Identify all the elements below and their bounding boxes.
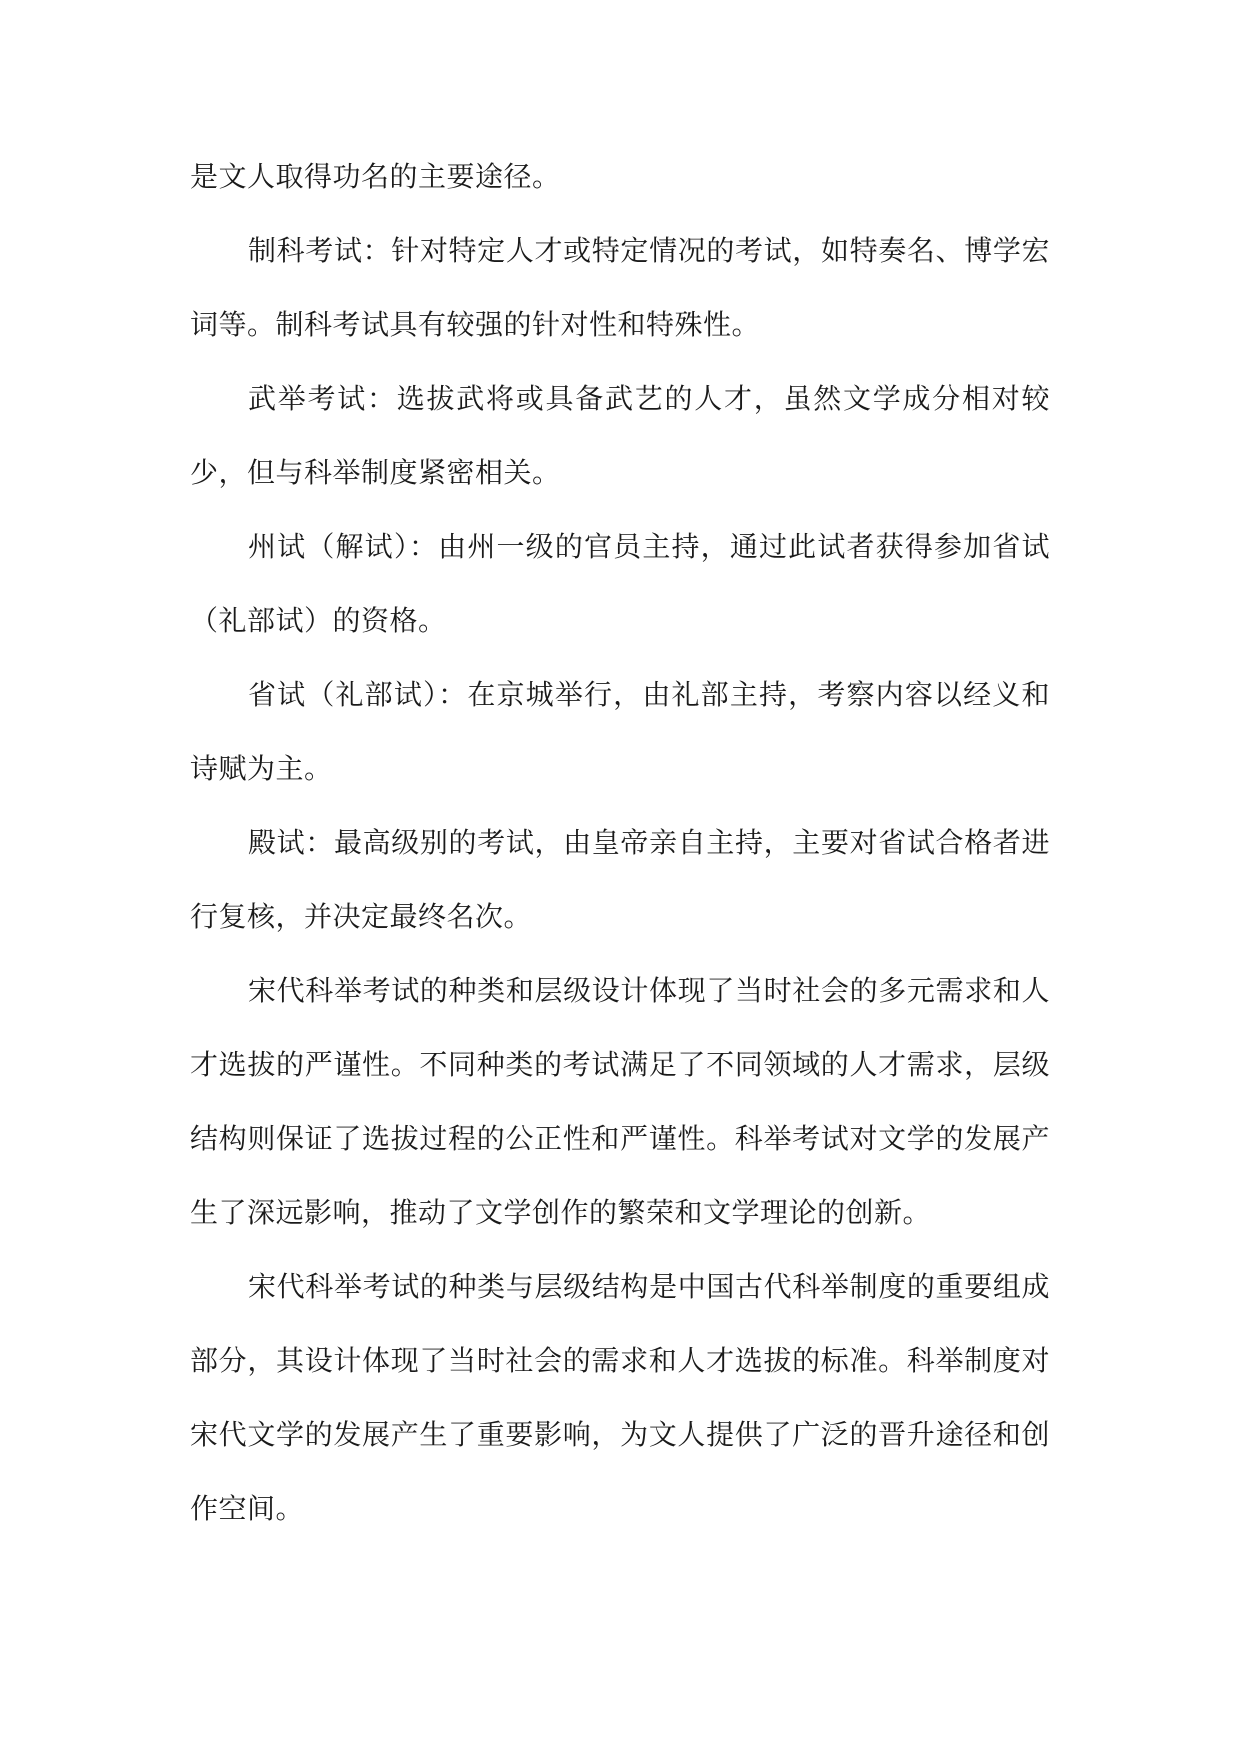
- paragraph-design-summary: 宋代科举考试的种类和层级设计体现了当时社会的多元需求和人才选拔的严谨性。不同种类的考试满足了不同领域的人才需求，层级结构则保证了选拔过程的公正性和严谨性。科举考试对文学的发展产生了深远影响，推动了文学创作的繁荣和文学理论的创新。: [190, 974, 1050, 1229]
- paragraph-dian-exam: 殿试：最高级别的考试，由皇帝亲自主持，主要对省试合格者进行复核，并决定最终名次。: [190, 826, 1050, 933]
- document-body: [190, 140, 1050, 1546]
- paragraph-zhike-exam: 制科考试：针对特定人才或特定情况的考试，如特奏名、博学宏词等。制科考试具有较强的针对性和特殊性。: [190, 234, 1050, 341]
- paragraph-sheng-exam: 省试（礼部试）：在京城举行，由礼部主持，考察内容以经义和诗赋为主。: [190, 678, 1050, 785]
- paragraph-zhou-exam: 州试（解试）：由州一级的官员主持，通过此试者获得参加省试（礼部试）的资格。: [190, 530, 1050, 637]
- paragraph-wuju-exam: 武举考试：选拔武将或具备武艺的人才，虽然文学成分相对较少，但与科举制度紧密相关。: [190, 382, 1050, 489]
- paragraph-continuation: 是文人取得功名的主要途径。: [190, 160, 561, 193]
- paragraph-conclusion: 宋代科举考试的种类与层级结构是中国古代科举制度的重要组成部分，其设计体现了当时社会的需求和人才选拔的标准。科举制度对宋代文学的发展产生了重要影响，为文人提供了广泛的晋升途径和创作空间。: [190, 1270, 1050, 1525]
